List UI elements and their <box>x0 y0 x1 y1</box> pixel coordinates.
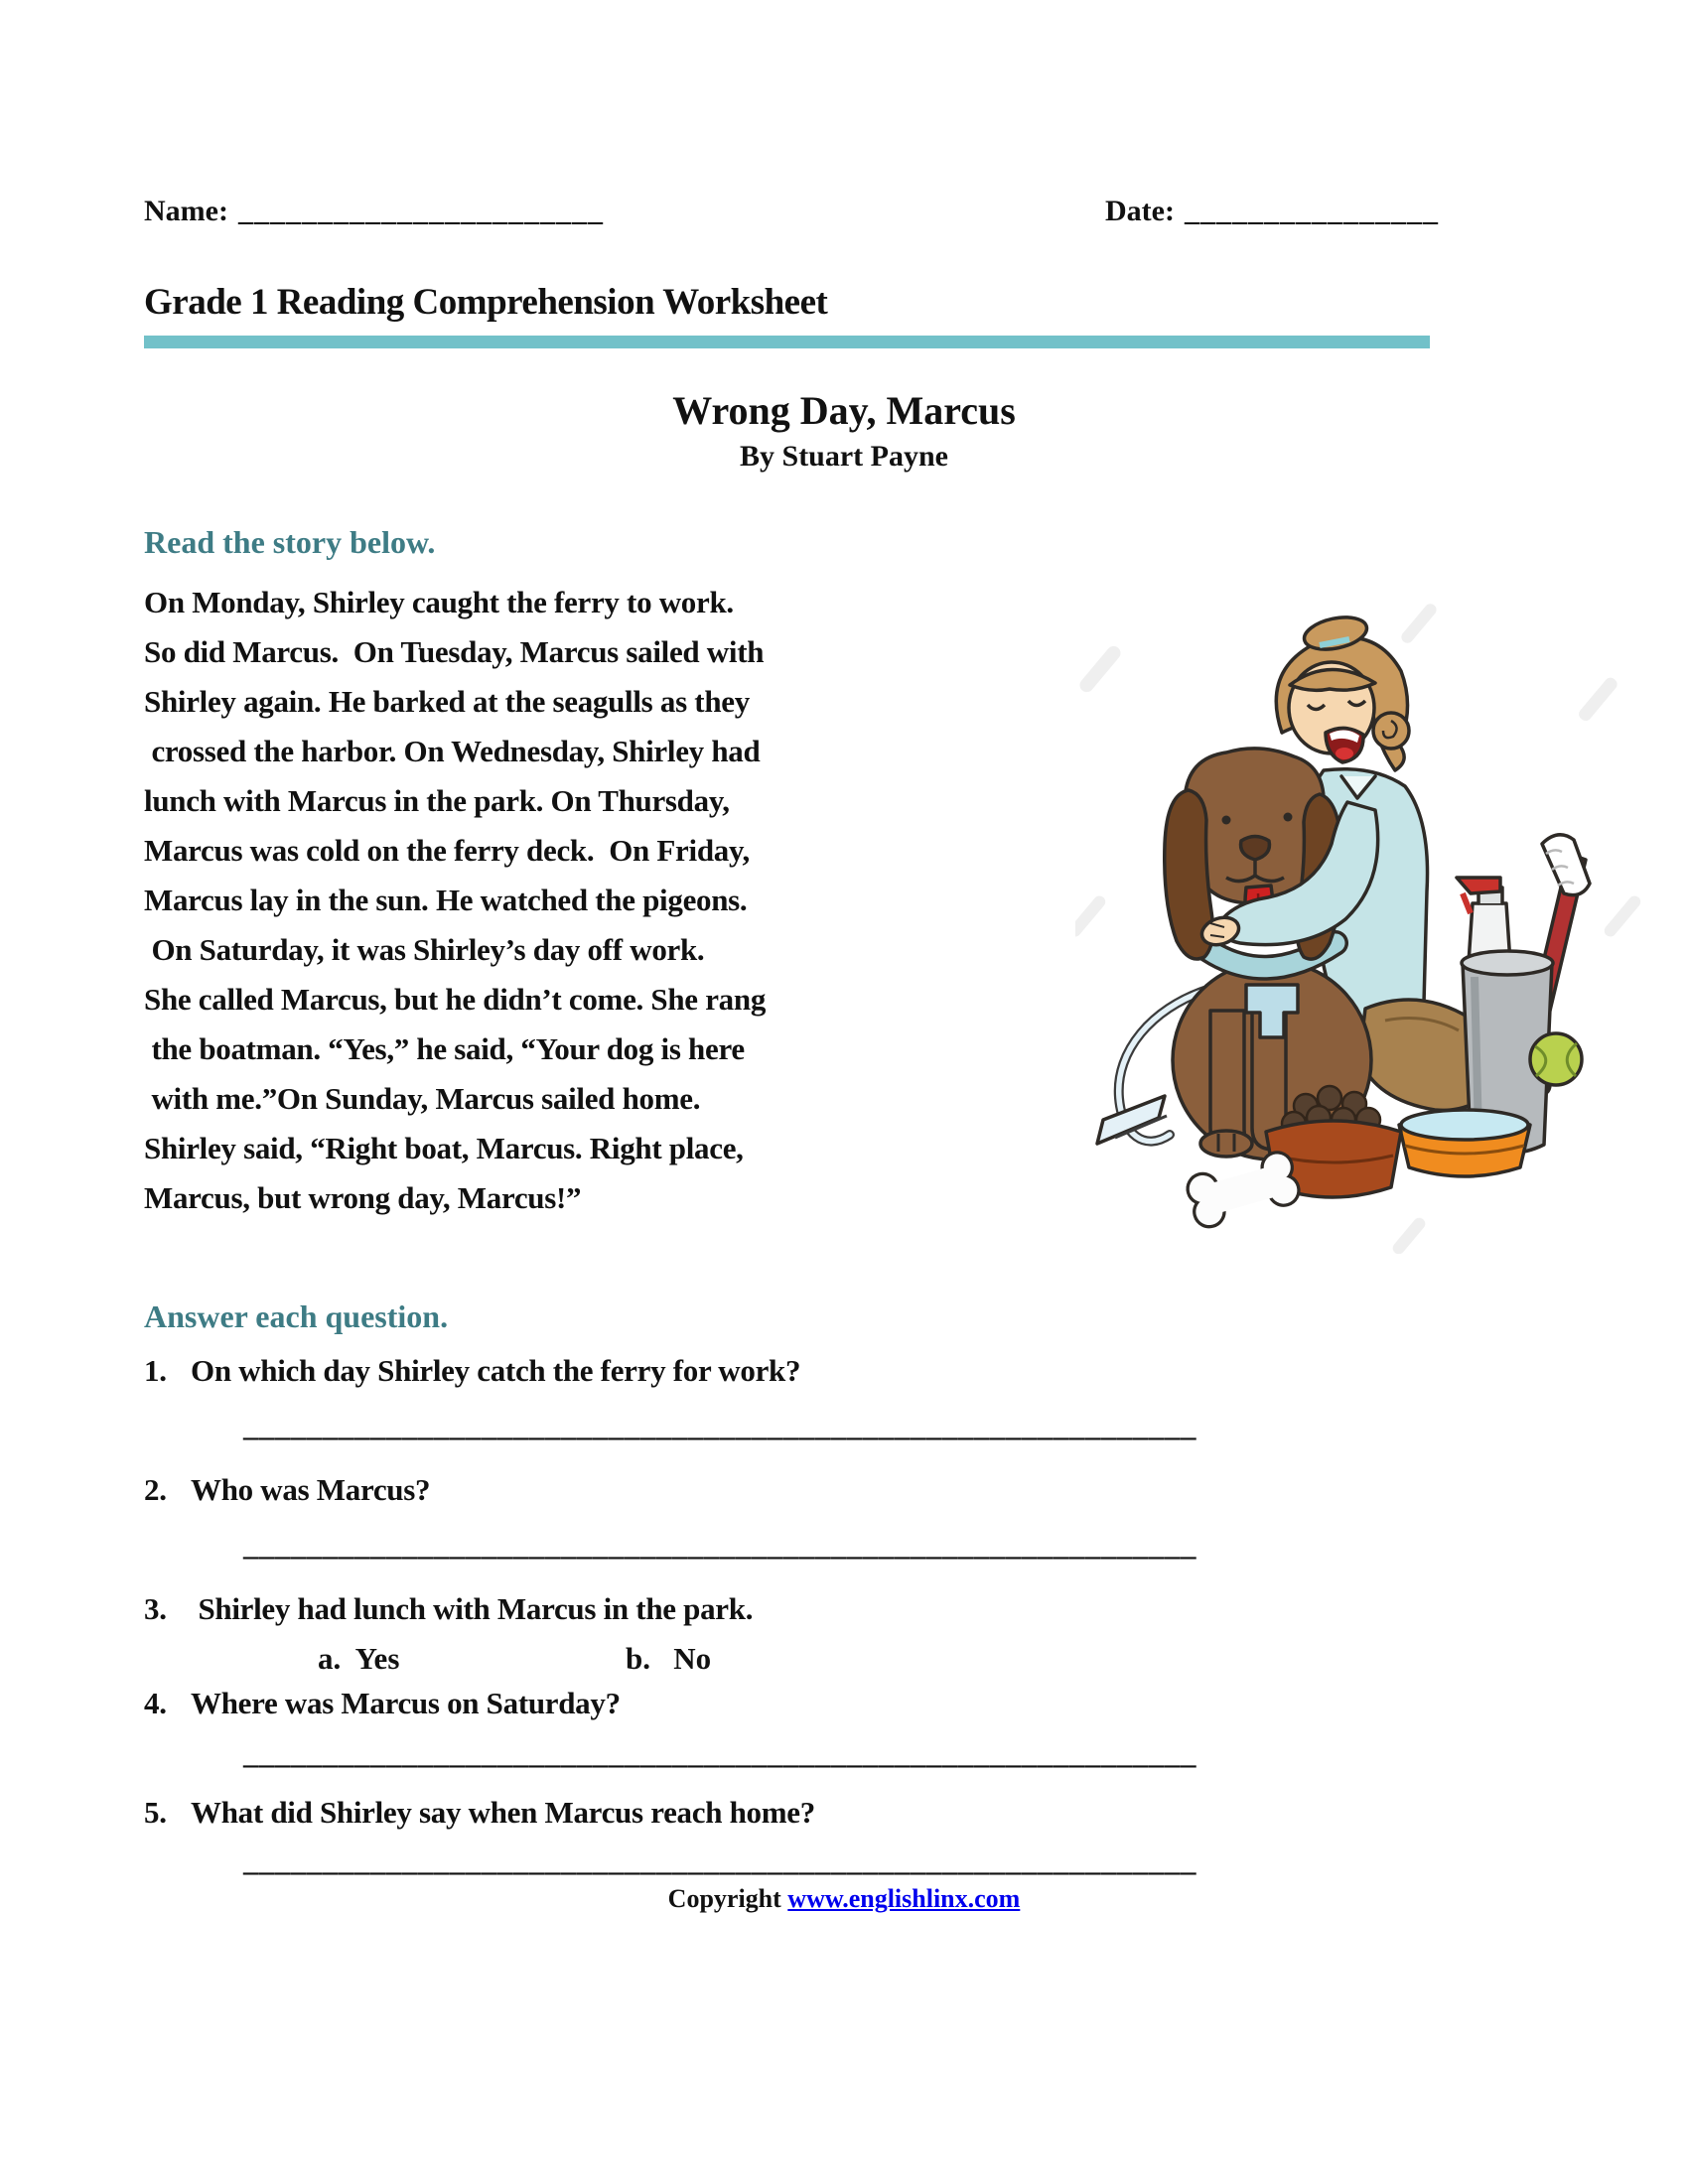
question-4-number: 4. <box>144 1686 167 1720</box>
question-2-number: 2. <box>144 1472 167 1507</box>
story-line: with me.”On Sunday, Marcus sailed home. <box>144 1081 701 1116</box>
answer-blank-line-1: ____________________________________________________________ <box>243 1408 1196 1442</box>
grooming-bucket <box>1457 835 1590 1154</box>
question-5 <box>144 1795 815 1831</box>
question-3-text: Shirley had lunch with Marcus in the park. <box>191 1591 754 1626</box>
tennis-ball <box>1530 1033 1582 1085</box>
option-a <box>318 1641 399 1677</box>
date-field <box>1105 195 1439 228</box>
story-line: On Saturday, it was Shirley’s day off work. <box>144 932 705 967</box>
question-2-text: Who was Marcus? <box>191 1472 431 1507</box>
answer-blank-line-5: ____________________________________________________________ <box>243 1843 1196 1877</box>
date-blank-line: ________________ <box>1184 195 1439 227</box>
story-line: Marcus lay in the sun. He watched the pigeons. <box>144 883 748 917</box>
question-1-text: On which day Shirley catch the ferry for work? <box>191 1353 801 1388</box>
story-line: On Monday, Shirley caught the ferry to work. <box>144 585 734 619</box>
story-paragraph <box>144 578 766 1223</box>
story-line: lunch with Marcus in the park. On Thursday, <box>144 783 730 818</box>
name-blank-line: _______________________ <box>237 195 604 227</box>
copyright-link[interactable]: www.englishlinx.com <box>787 1884 1021 1913</box>
answer-instruction: Answer each question. <box>144 1298 449 1334</box>
story-line: crossed the harbor. On Wednesday, Shirley had <box>144 734 761 768</box>
story-line: She called Marcus, but he didn’t come. She rang <box>144 982 767 1017</box>
worksheet-heading: Grade 1 Reading Comprehension Worksheet <box>144 282 828 323</box>
question-5-text: What did Shirley say when Marcus reach home? <box>191 1795 815 1830</box>
question-2 <box>144 1472 430 1508</box>
bone <box>1185 1149 1303 1230</box>
copyright-text: Copyright <box>667 1884 788 1913</box>
story-line: Marcus, but wrong day, Marcus!” <box>144 1180 582 1215</box>
story-title: Wrong Day, Marcus <box>672 388 1016 433</box>
story-line: Marcus was cold on the ferry deck. On Friday, <box>144 833 750 868</box>
story-byline: By Stuart Payne <box>740 440 948 473</box>
answer-blank-line-4: ____________________________________________________________ <box>243 1735 1196 1770</box>
woman-hugging-dog-illustration <box>1075 594 1641 1254</box>
read-instruction: Read the story below. <box>144 524 436 560</box>
option-a-text: Yes <box>354 1641 400 1676</box>
name-field <box>144 195 604 228</box>
question-3-options <box>0 1641 1688 1685</box>
story-line: Shirley again. He barked at the seagulls as they <box>144 684 750 719</box>
name-label: Name: <box>144 195 228 227</box>
question-1 <box>144 1353 800 1389</box>
answer-blank-line-2: ____________________________________________________________ <box>243 1527 1196 1562</box>
story-line: the boatman. “Yes,” he said, “Your dog is here <box>144 1031 745 1066</box>
question-1-number: 1. <box>144 1353 167 1388</box>
option-a-label: a. <box>318 1641 342 1676</box>
footer-copyright <box>0 1884 1688 1914</box>
water-bowl <box>1399 1110 1530 1176</box>
question-4-text: Where was Marcus on Saturday? <box>191 1686 621 1720</box>
date-label: Date: <box>1105 195 1175 227</box>
question-3-number: 3. <box>144 1591 167 1626</box>
option-b-text: No <box>673 1641 712 1676</box>
story-line: Shirley said, “Right boat, Marcus. Right place, <box>144 1131 744 1165</box>
question-5-number: 5. <box>144 1795 167 1830</box>
story-line: So did Marcus. On Tuesday, Marcus sailed with <box>144 634 765 669</box>
option-b <box>626 1641 711 1677</box>
heading-underline-bar <box>144 336 1430 348</box>
question-3 <box>144 1591 753 1627</box>
question-4 <box>144 1686 621 1721</box>
option-b-label: b. <box>626 1641 650 1676</box>
